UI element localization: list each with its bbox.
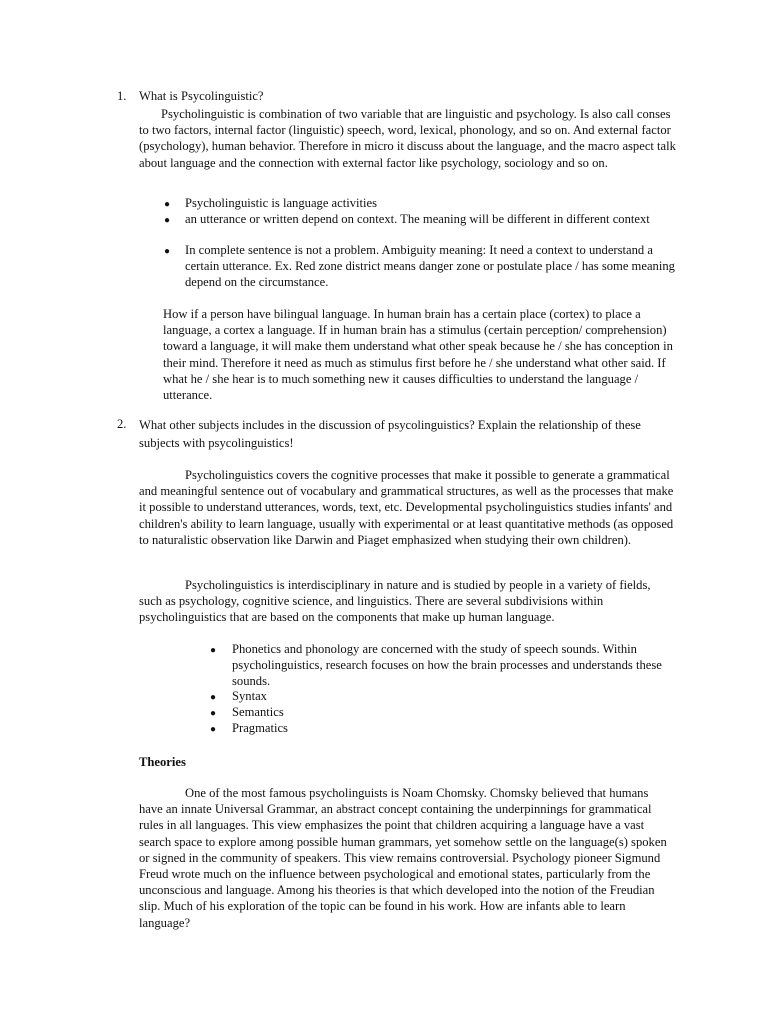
q2-number: 2. <box>117 417 127 431</box>
bullet-icon: ● <box>164 199 171 210</box>
bullet-icon: ● <box>210 692 217 703</box>
q1-answer: Psycholinguistic is combination of two variable that are linguistic and psychology. Is also call conses to two factors, internal factor (linguistic) speech, word, lexical, phonology, and so on. And external factor (psychology), human behavior. Therefore in micro it discuss about the language, and the macro aspect talk about language and the connection with external factor like psychology, sociology and so on. <box>139 107 676 170</box>
q1-bullet-3: In complete sentence is not a problem. Ambiguity meaning: It need a context to understand a certain utterance. Ex. Red zone district means danger zone or postulate place / has some meaning depend on the circumstance. <box>185 243 675 290</box>
q1-bullet-2: an utterance or written depend on context. The meaning will be different in different context <box>185 212 650 226</box>
bullet-icon: ● <box>164 215 171 226</box>
q1-number: 1. <box>117 89 127 103</box>
q2-bullet-1: Phonetics and phonology are concerned with the study of speech sounds. Within psycholinguistics, research focuses on how the brain processes and understands these sounds. <box>232 642 662 689</box>
q1-question: What is Psycolinguistic? <box>139 89 264 103</box>
theories-heading: Theories <box>139 755 186 769</box>
theories-paragraph: One of the most famous psycholinguists is Noam Chomsky. Chomsky believed that humans have an innate Universal Grammar, an abstract concept containing the underpinnings for grammatical rules in all languages. This view emphasizes the point that children acquiring a language have a vast search space to explore among possible human grammars, yet somehow settle on the language(s) spoken or signed in the community of speakers. This view remains controversial. Psychology pioneer Sigmund Freud wrote much on the influence between psychological and emotional states, particularly from the unconscious and language. Among his theories is that which developed into the notion of the Freudian slip. Much of his exploration of the topic can be found in his work. How are infants able to learn language? <box>139 786 667 930</box>
q2-bullet-4: Pragmatics <box>232 721 288 735</box>
q2-question: What other subjects includes in the discussion of psycolinguistics? Explain the relationship of these subjects with psycolinguistics! <box>139 418 641 450</box>
q2-bullet-3: Semantics <box>232 705 284 719</box>
bullet-icon: ● <box>210 724 217 735</box>
q2-bullet-2: Syntax <box>232 689 267 703</box>
bullet-icon: ● <box>210 645 217 656</box>
bullet-icon: ● <box>210 708 217 719</box>
bullet-icon: ● <box>164 246 171 257</box>
q1-bilingual-paragraph: How if a person have bilingual language. In human brain has a certain place (cortex) to place a language, a cortex a language. If in human brain has a stimulus (certain perception/ comprehension) toward a language, it will make them understand what other speak because he / she has conception in their mind. Therefore it need as much as stimulus first before he / she understand what other said. If what he / she hear is to much something new it causes difficulties to understand the language / utterance. <box>163 307 673 403</box>
q2-paragraph-2: Psycholinguistics is interdisciplinary in nature and is studied by people in a variety of fields, such as psychology, cognitive science, and linguistics. There are several subdivisions within psycholinguistics that are based on the components that make up human language. <box>139 578 651 625</box>
q1-bullet-1: Psycholinguistic is language activities <box>185 196 378 210</box>
q2-paragraph-1: Psycholinguistics covers the cognitive processes that make it possible to generate a grammatical and meaningful sentence out of vocabulary and grammatical structures, as well as the processes that make it possible to understand utterances, words, text, etc. Developmental psycholinguistics studies infants' and children's ability to learn language, usually with experimental or at least quantitative methods (as opposed to naturalistic observation like Darwin and Piaget emphasized when studying their own children). <box>139 468 674 547</box>
